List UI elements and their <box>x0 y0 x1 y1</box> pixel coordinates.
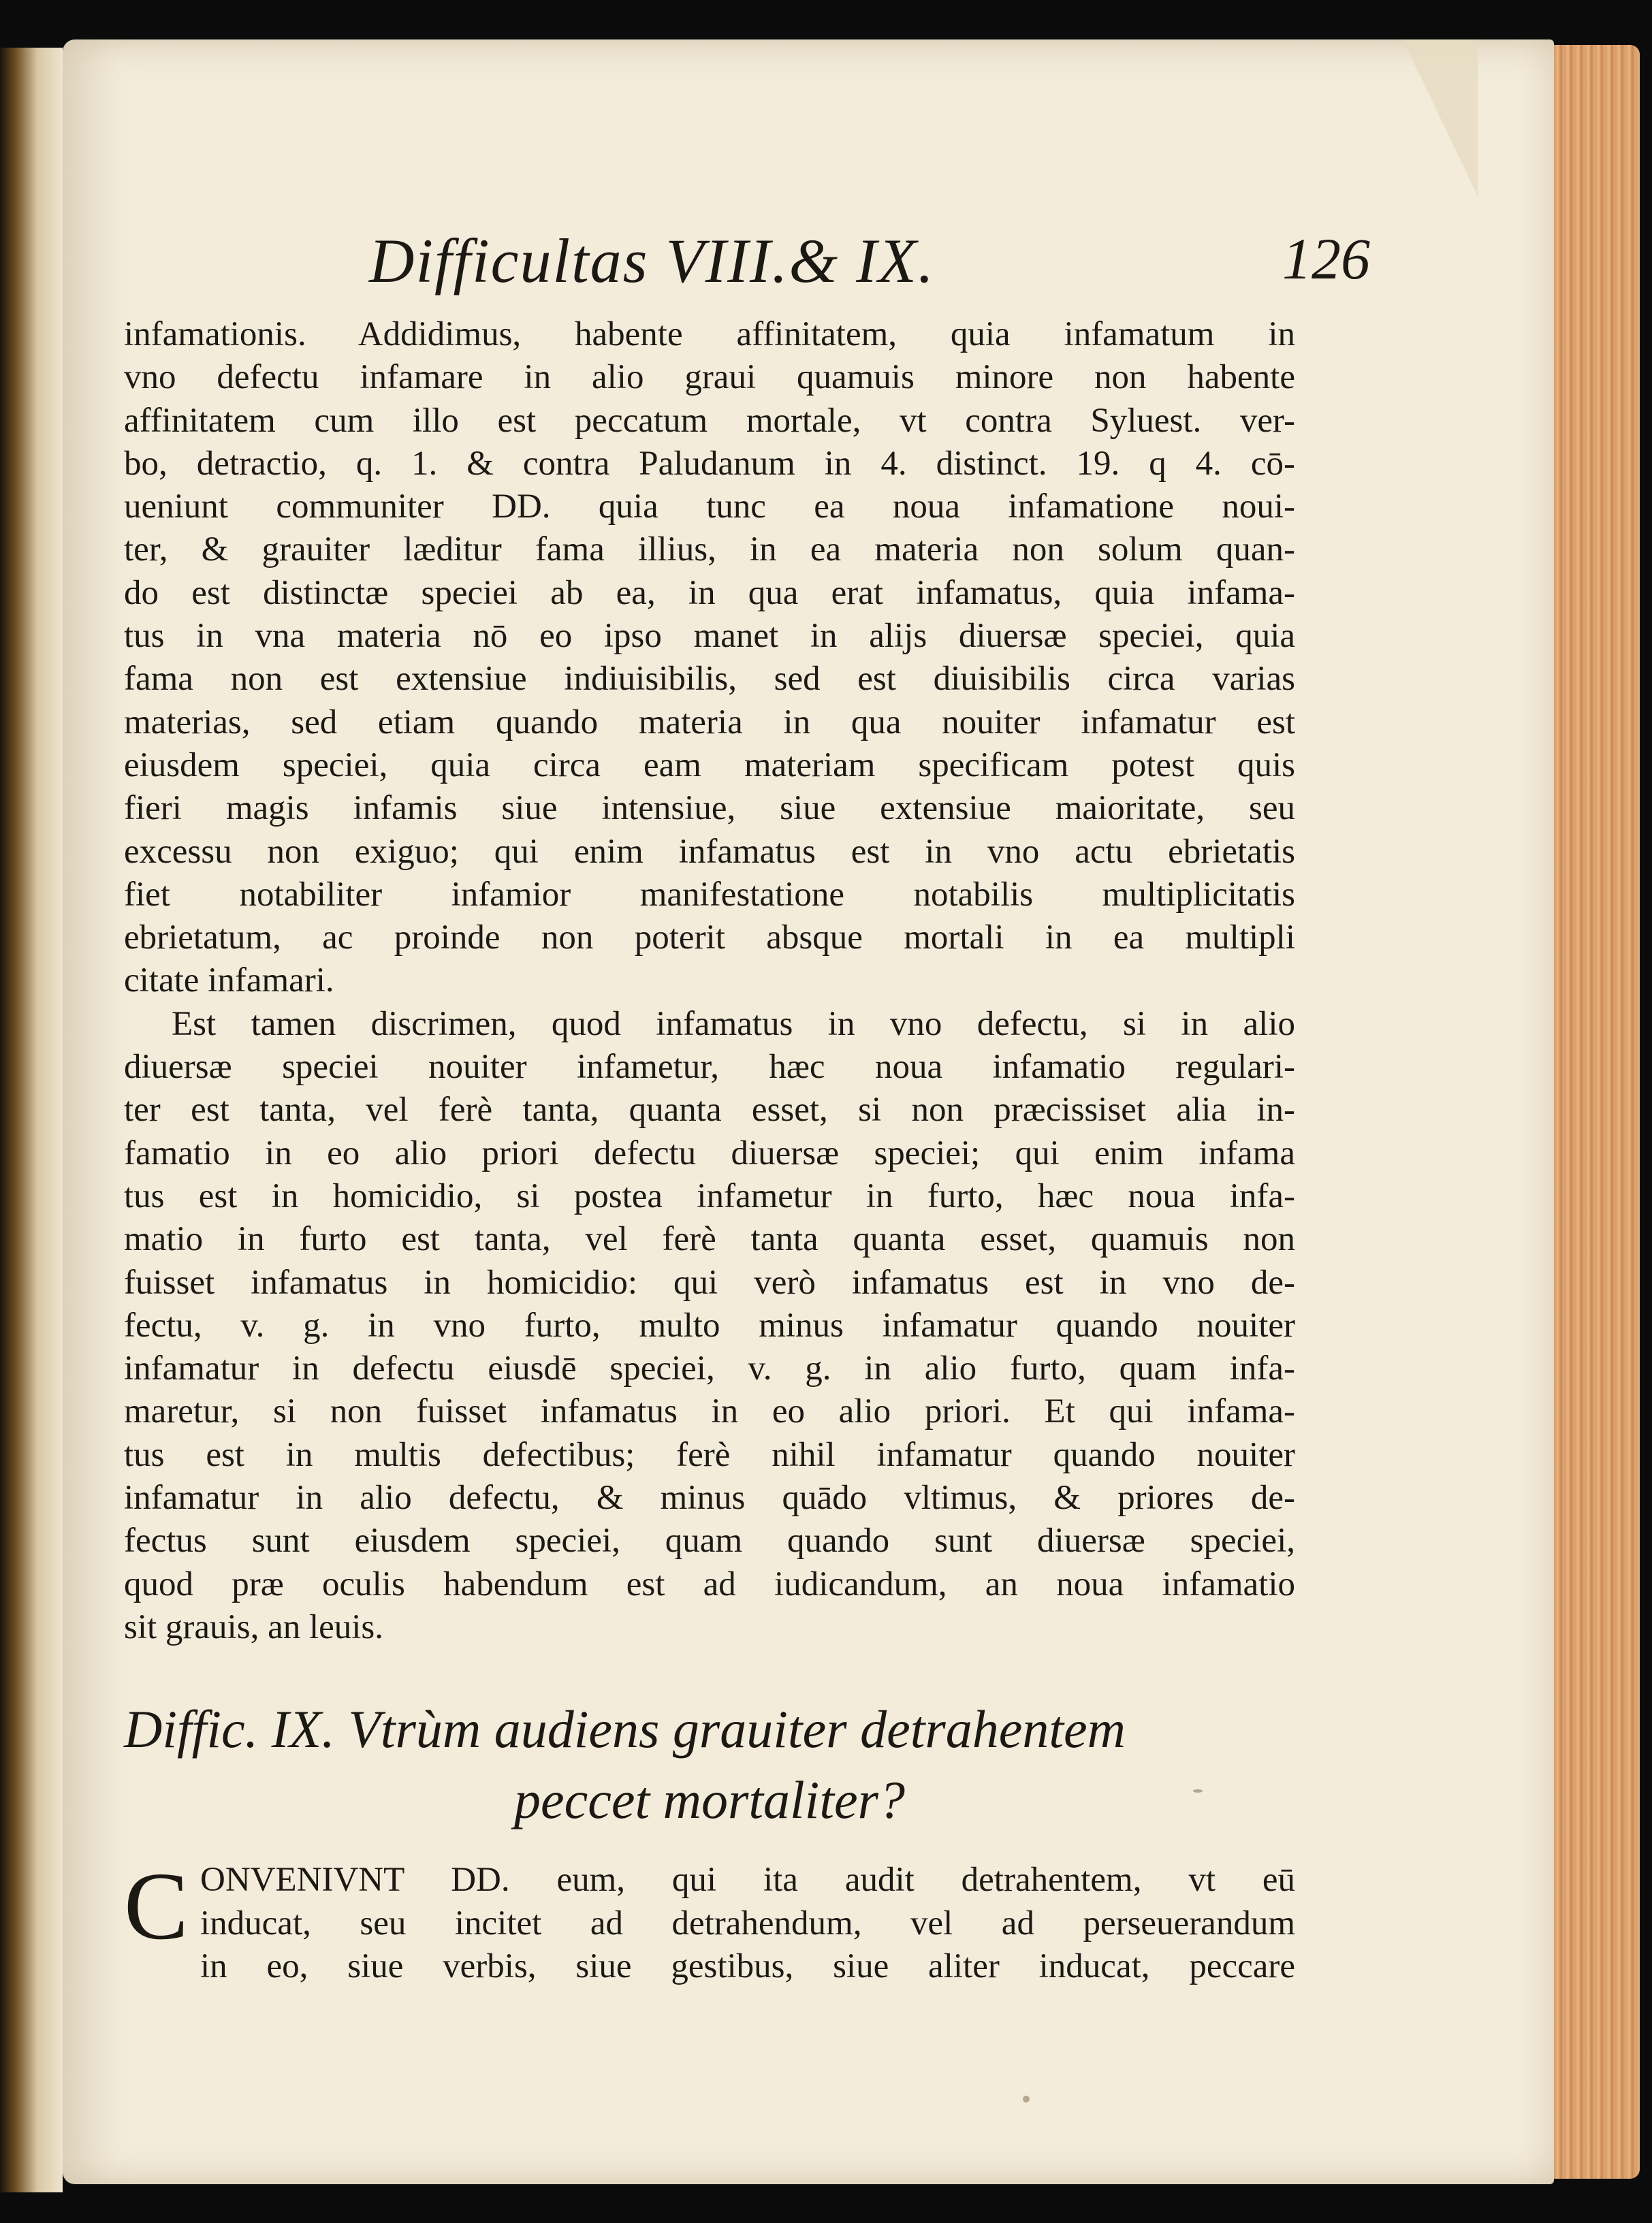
text-line: ONVENIVNT DD. eum, qui ita audit detrahentem, vt eū <box>200 1861 1295 1899</box>
body-text <box>124 313 1295 1649</box>
text-line: fuisset infamatus in homicidio: qui verò infamatus est in vno de- <box>124 1263 1295 1302</box>
text-line: Est tamen discrimen, quod infamatus in vno defectu, si in alio <box>172 1004 1295 1043</box>
text-line: fiet notabiliter infamior manifestatione notabilis multiplicitatis <box>124 875 1295 914</box>
text-line: ter est tanta, vel ferè tanta, quanta esset, si non præcissiset alia in- <box>124 1091 1295 1130</box>
paper-speck <box>1193 1789 1203 1793</box>
book-fore-edge <box>1554 45 1640 2179</box>
text-line: infamatur in alio defectu, & minus quādo vltimus, & priores de- <box>124 1479 1295 1518</box>
text-line: fieri magis infamis siue intensiue, siue extensiue maioritate, seu <box>124 789 1295 828</box>
text-line: eiusdem speciei, quia circa eam materiam specificam potest quis <box>124 746 1295 784</box>
paper-speck <box>1023 2096 1030 2102</box>
text-line: affinitatem cum illo est peccatum mortale, vt contra Syluest. ver- <box>124 401 1295 440</box>
text-line: in eo, siue verbis, siue gestibus, siue aliter inducat, peccare <box>200 1947 1295 1985</box>
text-line: tus est in multis defectibus; ferè nihil infamatur quando nouiter <box>124 1435 1295 1474</box>
text-line: sit grauis, an leuis. <box>124 1608 384 1646</box>
book-page <box>63 39 1554 2184</box>
folded-corner <box>1403 39 1478 196</box>
text-line: inducat, seu incitet ad detrahendum, vel ad perseuerandum <box>200 1904 1295 1942</box>
text-line: ebrietatum, ac proinde non poterit absque mortali in ea multipli <box>124 918 1295 957</box>
paragraph-2 <box>124 1003 1295 1649</box>
text-line: do est distinctæ speciei ab ea, in qua erat infamatus, quia infama- <box>124 573 1295 612</box>
text-line: diuersæ speciei nouiter infametur, hæc noua infamatio regulari- <box>124 1048 1295 1087</box>
running-head: Difficultas VIII.& IX. <box>369 226 935 295</box>
text-line: infamationis. Addidimus, habente affinitatem, quia infamatum in <box>124 315 1295 353</box>
text-line: fectu, v. g. in vno furto, multo minus infamatur quando nouiter <box>124 1306 1295 1345</box>
section-heading <box>124 1694 1295 1836</box>
page-number: 126 <box>1282 226 1370 291</box>
text-line: quod præ oculis habendum est ad iudicandum, an noua infamatio <box>124 1565 1295 1603</box>
text-line: bo, detractio, q. 1. & contra Paludanum in 4. distinct. 19. q 4. cō- <box>124 444 1295 483</box>
text-line: infamatur in defectu eiusdē speciei, v. g. in alio furto, quam infa- <box>124 1349 1295 1388</box>
text-line: ueniunt communiter DD. quia tunc ea noua infamatione noui- <box>124 487 1295 526</box>
section-heading-line: Diffic. IX. Vtrùm audiens grauiter detrahentem <box>124 1699 1126 1759</box>
text-line: vno defectu infamare in alio graui quamuis minore non habente <box>124 358 1295 397</box>
text-line: matio in furto est tanta, vel ferè tanta quanta esset, quamuis non <box>124 1220 1295 1259</box>
text-line: tus est in homicidio, si postea infametur in furto, hæc noua infa- <box>124 1177 1295 1215</box>
text-line: fama non est extensiue indiuisibilis, sed est diuisibilis circa varias <box>124 660 1295 699</box>
text-line: tus in vna materia nō eo ipso manet in alijs diuersæ speciei, quia <box>124 617 1295 656</box>
paragraph-1 <box>124 313 1295 1003</box>
section-heading-line: peccet mortaliter? <box>514 1770 905 1829</box>
left-page-edge <box>0 48 63 2192</box>
text-line: materias, sed etiam quando materia in qua nouiter infamatur est <box>124 703 1295 741</box>
paragraph-3 <box>124 1852 1295 1989</box>
text-line: maretur, si non fuisset infamatus in eo alio priori. Et qui infama- <box>124 1392 1295 1431</box>
text-line: citate infamari. <box>124 961 334 1000</box>
text-line: famatio in eo alio priori defectu diuersæ speciei; qui enim infama <box>124 1134 1295 1172</box>
drop-cap: C <box>124 1852 189 1960</box>
text-line: fectus sunt eiusdem speciei, quam quando sunt diuersæ speciei, <box>124 1522 1295 1561</box>
text-line: ter, & grauiter læditur fama illius, in ea materia non solum quan- <box>124 530 1295 569</box>
page-header <box>63 225 1554 300</box>
text-line: excessu non exiguo; qui enim infamatus est in vno actu ebrietatis <box>124 832 1295 871</box>
